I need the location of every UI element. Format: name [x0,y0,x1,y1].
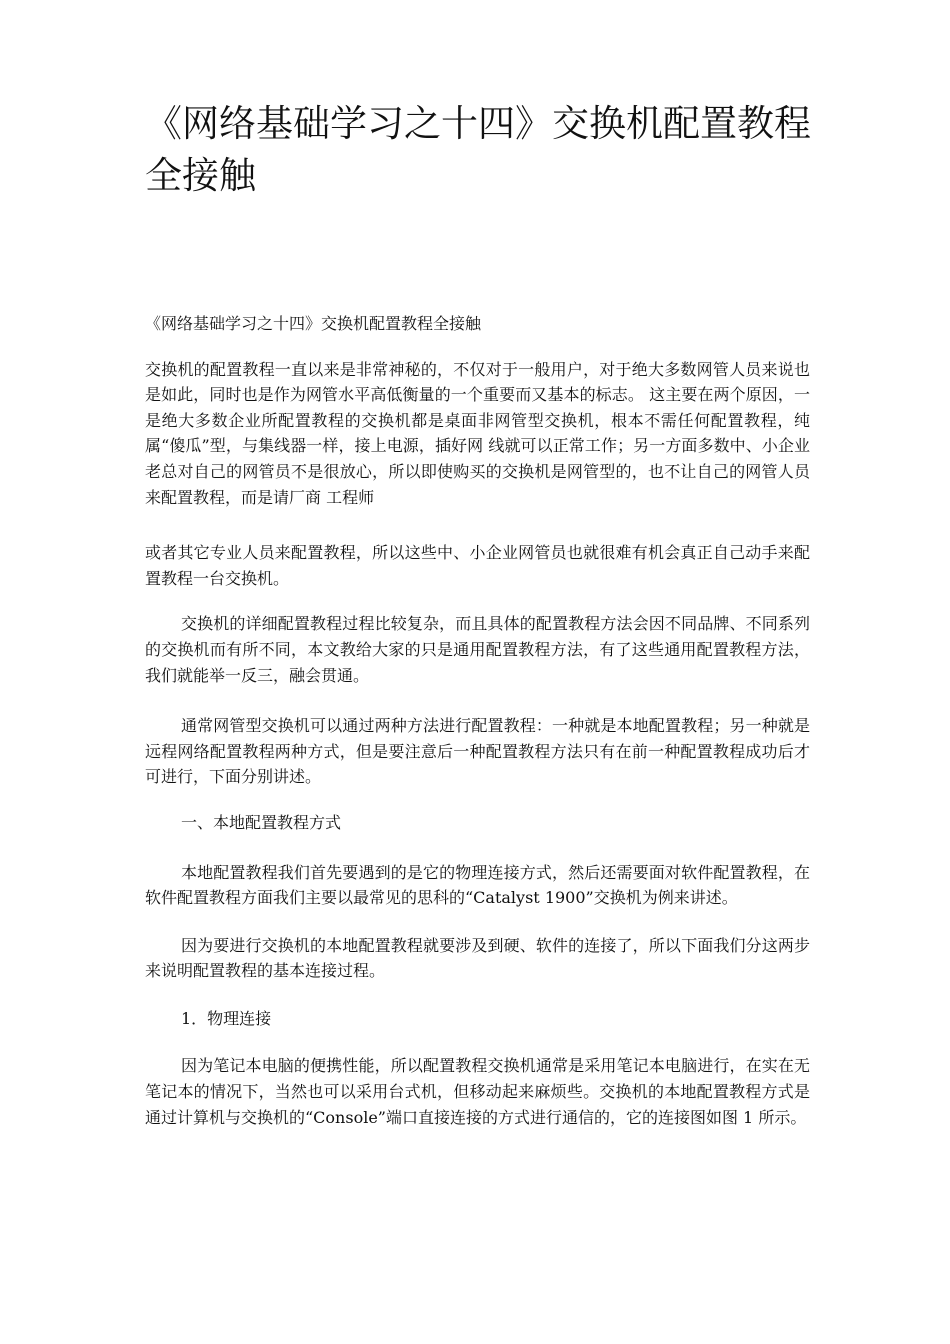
document-subtitle: 《网络基础学习之十四》交换机配置教程全接触 [145,314,482,333]
document-body [145,311,810,1130]
paragraph-physical-connection: 因为笔记本电脑的便携性能，所以配置教程交换机通常是采用笔记本电脑进行，在实在无笔记本的情况下，当然也可以采用台式机，但移动起来麻烦些。交换机的本地配置教程方式是通过计算机与交换机的“Console”端口直接连接的方式进行通信的，它的连接图如图 1 所示。 [145,1056,810,1127]
paragraph-intro-part2: 或者其它专业人员来配置教程，所以这些中、小企业网管员也就很难有机会真正自己动手来配置教程一台交换机。 [145,543,810,588]
paragraph-local-config: 本地配置教程我们首先要遇到的是它的物理连接方式，然后还需要面对软件配置教程，在软件配置教程方面我们主要以最常见的思科的“Catalyst 1900”交换机为例来讲述。 [145,862,810,908]
paragraph-intro-part1: 交换机的配置教程一直以来是非常神秘的，不仅对于一般用户，对于绝大多数网管人员来说也是如此，同时也是作为网管水平高低衡量的一个重要而又基本的标志。 这主要在两个原因，一是绝大多数企业所配置教程的交换机都是桌面非网管型交换机，根本不需任何配置教程，纯属“傻瓜”型，与集线器一样，接上电源，插好网 线就可以正常工作；另一方面多数中、小企业老总对自己的网管员不是很放心，所以即使购买的交换机是网管型的，也不让自己的网管人员来配置教程，而是请厂商 工程师 [145,359,810,507]
paragraph-config-ways: 通常网管型交换机可以通过两种方法进行配置教程：一种就是本地配置教程；另一种就是远程网络配置教程两种方式，但是要注意后一种配置教程方法只有在前一种配置教程成功后才可进行，下面分别讲述。 [145,716,810,787]
paragraph-connection-steps: 因为要进行交换机的本地配置教程就要涉及到硬、软件的连接了，所以下面我们分这两步来说明配置教程的基本连接过程。 [145,935,810,981]
section-heading-physical-connection: 1．物理连接 [181,1008,272,1028]
document-title: 《网络基础学习之十四》交换机配置教程全接触 [145,102,811,197]
paragraph-detail: 交换机的详细配置教程过程比较复杂，而且具体的配置教程方法会因不同品牌、不同系列的交换机而有所不同，本文教给大家的只是通用配置教程方法，有了这些通用配置教程方法，我们就能举一反三，融会贯通。 [145,614,810,685]
section-heading-local-config: 一、本地配置教程方式 [181,812,342,832]
